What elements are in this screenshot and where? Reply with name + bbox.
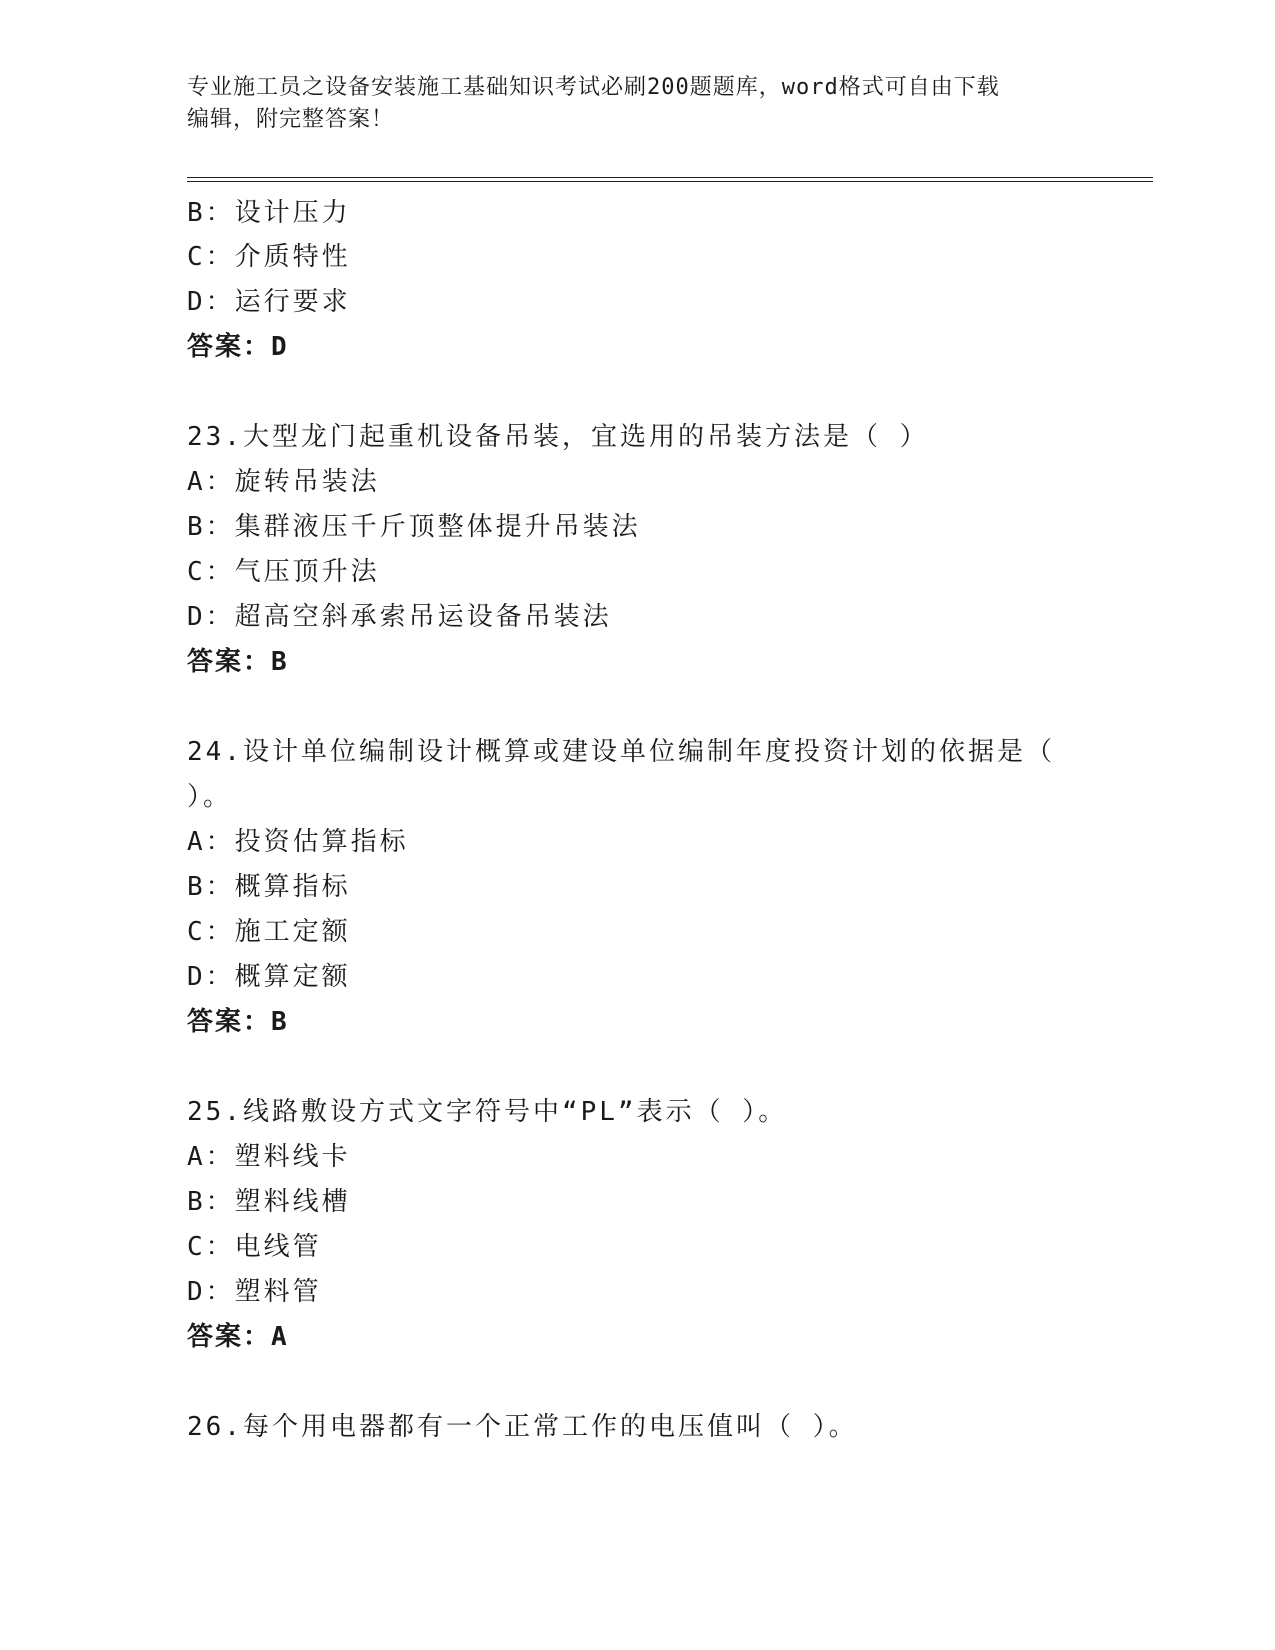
q22-option-b: B：设计压力 [187,198,351,228]
document-title-line-2: 编辑，附完整答案！ [187,107,395,132]
q25-answer: 答案：A [187,1322,289,1352]
q25-option-c: C：电线管 [187,1232,322,1262]
q24-question-line-2: ）。 [187,782,233,812]
q23-option-c: C：气压顶升法 [187,557,380,587]
header-divider-top [187,177,1153,178]
header-divider-bottom [187,181,1153,182]
q23-answer: 答案：B [187,647,289,677]
q23-option-b: B：集群液压千斤顶整体提升吊装法 [187,512,641,542]
q26-question: 26.每个用电器都有一个正常工作的电压值叫（ ）。 [187,1412,858,1442]
q24-option-b: B：概算指标 [187,872,351,902]
q23-option-d: D：超高空斜承索吊运设备吊装法 [187,602,612,632]
q23-question: 23.大型龙门起重机设备吊装，宜选用的吊装方法是（ ） [187,422,929,452]
q25-option-a: A：塑料线卡 [187,1142,351,1172]
q24-question-line-1: 24.设计单位编制设计概算或建设单位编制年度投资计划的依据是（ [187,737,1055,767]
q22-option-c: C：介质特性 [187,242,351,272]
document-header [187,72,1067,136]
q23-option-a: A：旋转吊装法 [187,467,380,497]
q22-option-d: D：运行要求 [187,287,351,317]
q24-option-d: D：概算定额 [187,962,351,992]
q25-option-d: D：塑料管 [187,1277,322,1307]
document-title-line-1: 专业施工员之设备安装施工基础知识考试必刷200题题库，word格式可自由下载 [187,75,1000,100]
q25-question: 25.线路敷设方式文字符号中“PL”表示（ ）。 [187,1097,788,1127]
q22-answer: 答案：D [187,332,289,362]
q24-option-c: C：施工定额 [187,917,351,947]
q24-option-a: A：投资估算指标 [187,827,409,857]
q24-answer: 答案：B [187,1007,289,1037]
q25-option-b: B：塑料线槽 [187,1187,351,1217]
